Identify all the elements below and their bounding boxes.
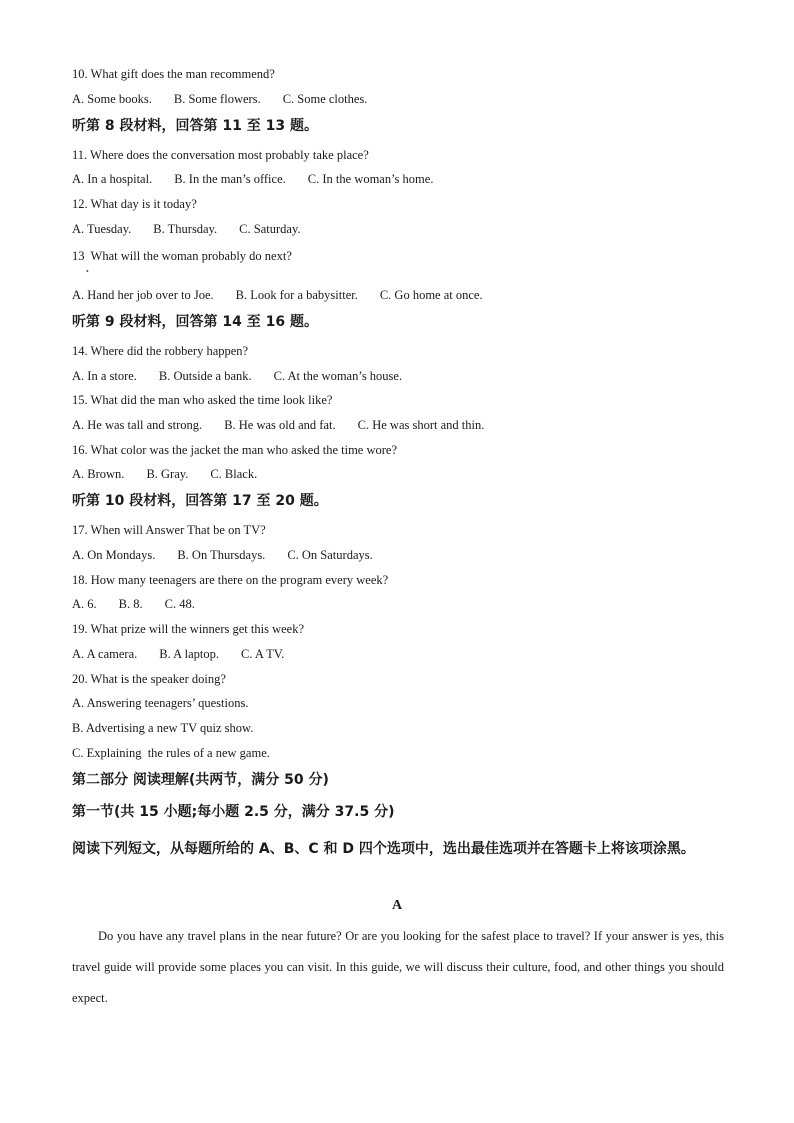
option-a: A. In a hospital. xyxy=(72,172,153,186)
option-b: B. Look for a babysitter. xyxy=(235,288,358,302)
instruction-text: 阅读下列短文，从每题所给的 A、B、C 和 D 四个选项中，选出最佳选项并在答题卡上将该项涂黑。 xyxy=(72,841,695,857)
options-10 xyxy=(72,91,389,107)
section-heading-9: 听第 9 段材料，回答第 14 至 16 题。 xyxy=(72,314,318,330)
option-b: B. In the man’s office. xyxy=(174,172,286,186)
option-c: C. Explaining the rules of a new game. xyxy=(72,746,270,760)
question-16: 16. What color was the jacket the man who asked the time wore? xyxy=(72,443,398,457)
option-c: C. Some clothes. xyxy=(282,92,368,106)
options-14 xyxy=(72,368,424,384)
option-a: A. 6. xyxy=(72,597,97,611)
options-13 xyxy=(72,287,505,303)
question-17: 17. When will Answer That be on TV? xyxy=(72,523,266,537)
options-19 xyxy=(72,646,306,662)
option-a: A. In a store. xyxy=(72,369,137,383)
passage-text: Do you have any travel plans in the near future? Or are you looking for the safest place to travel? If your answer is yes, this travel guide will provide some places you can visit. In this guide, we will discuss their culture, food, and other things you should expect. xyxy=(72,929,724,1005)
options-17 xyxy=(72,547,395,563)
question-13: 13 What will the woman probably do next? xyxy=(72,249,292,263)
option-c: C. Saturday. xyxy=(239,222,301,236)
option-c: C. On Saturdays. xyxy=(287,548,373,562)
passage-paragraph xyxy=(72,921,724,1014)
option-a: A. Answering teenagers’ questions. xyxy=(72,696,249,710)
option-a: A. Brown. xyxy=(72,467,125,481)
question-14: 14. Where did the robbery happen? xyxy=(72,344,249,358)
part-two-heading: 第二部分 阅读理解(共两节，满分 50 分) xyxy=(72,772,329,788)
passage-label: A xyxy=(391,898,403,913)
option-c: C. In the woman’s home. xyxy=(307,172,434,186)
section-heading-8: 听第 8 段材料，回答第 11 至 13 题。 xyxy=(72,118,318,134)
question-19: 19. What prize will the winners get this week? xyxy=(72,622,304,636)
option-b: B. Outside a bank. xyxy=(158,369,252,383)
question-18: 18. How many teenagers are there on the program every week? xyxy=(72,573,389,587)
option-b: B. A laptop. xyxy=(159,647,219,661)
option-c: C. Black. xyxy=(210,467,258,481)
option-b: B. On Thursdays. xyxy=(177,548,266,562)
question-20: 20. What is the speaker doing? xyxy=(72,672,226,686)
option-a: A. A camera. xyxy=(72,647,138,661)
option-b: B. Thursday. xyxy=(153,222,218,236)
question-15: 15. What did the man who asked the time look like? xyxy=(72,393,333,407)
option-b: B. Advertising a new TV quiz show. xyxy=(72,721,254,735)
option-c: C. 48. xyxy=(164,597,195,611)
option-a: A. Some books. xyxy=(72,92,152,106)
option-c: C. A TV. xyxy=(241,647,285,661)
option-a: A. On Mondays. xyxy=(72,548,156,562)
option-c: C. Go home at once. xyxy=(379,288,483,302)
options-11 xyxy=(72,171,455,187)
question-11: 11. Where does the conversation most probably take place? xyxy=(72,148,369,162)
section-one-heading: 第一节(共 15 小题;每小题 2.5 分，满分 37.5 分) xyxy=(72,804,395,820)
section-heading-10: 听第 10 段材料，回答第 17 至 20 题。 xyxy=(72,493,328,509)
options-12 xyxy=(72,221,323,237)
option-c: C. At the woman’s house. xyxy=(273,369,403,383)
option-a: A. Tuesday. xyxy=(72,222,132,236)
option-b: B. Gray. xyxy=(146,467,189,481)
option-b: B. 8. xyxy=(118,597,143,611)
stray-dot: • xyxy=(86,267,89,276)
option-b: B. He was old and fat. xyxy=(224,418,336,432)
option-a: A. Hand her job over to Joe. xyxy=(72,288,214,302)
options-18 xyxy=(72,596,217,612)
option-c: C. He was short and thin. xyxy=(357,418,485,432)
question-10: 10. What gift does the man recommend? xyxy=(72,67,275,81)
options-16 xyxy=(72,466,279,482)
option-a: A. He was tall and strong. xyxy=(72,418,203,432)
options-15 xyxy=(72,417,506,433)
option-b: B. Some flowers. xyxy=(173,92,261,106)
question-12: 12. What day is it today? xyxy=(72,197,197,211)
